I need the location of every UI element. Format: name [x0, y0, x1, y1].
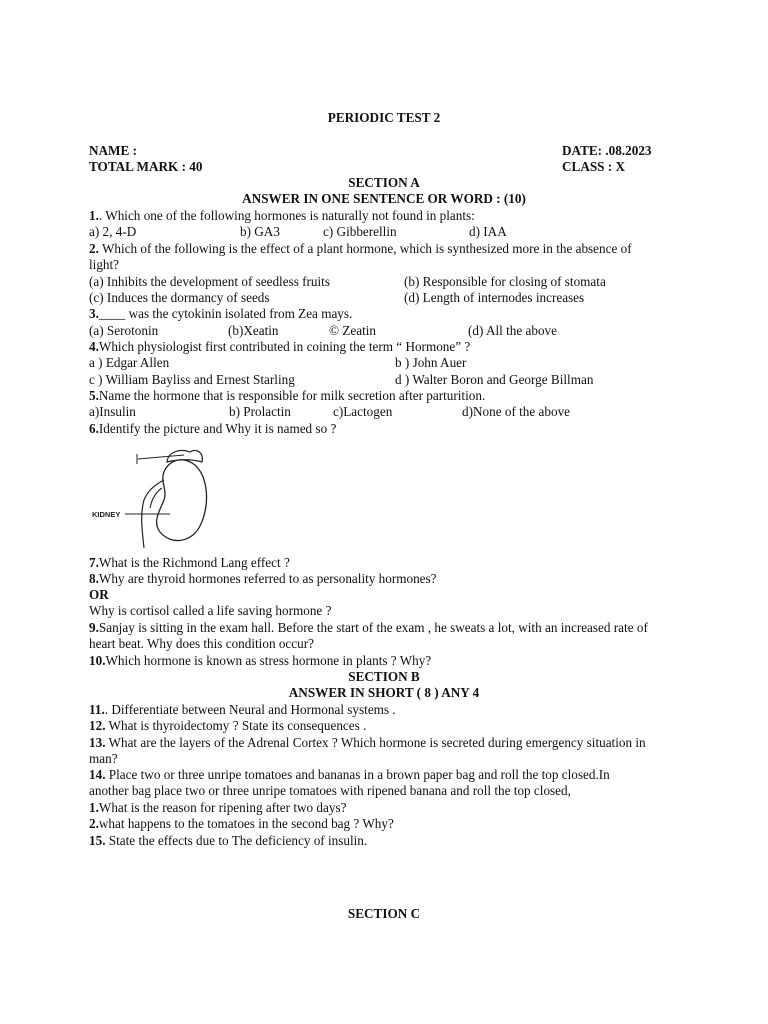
q2-option-b: (b) Responsible for closing of stomata: [404, 274, 606, 289]
question-number: 3.: [89, 306, 99, 321]
question-number: 7.: [89, 555, 99, 570]
question-number: 4.: [89, 339, 99, 354]
question-14: [89, 767, 610, 783]
q4-option-c: c ) William Bayliss and Ernest Starling: [89, 372, 295, 387]
question-14-sub-2: [89, 816, 394, 832]
q2-option-a: (a) Inhibits the development of seedless fruits: [89, 274, 330, 289]
question-14-continued: another bag place two or three unripe tomatoes with ripened banana and roll the top closed,: [89, 783, 571, 798]
q1-option-c: c) Gibberellin: [323, 224, 397, 239]
q1-option-a: a) 2, 4-D: [89, 224, 137, 239]
question-5: [89, 388, 485, 404]
q5-option-a: a)Insulin: [89, 404, 136, 419]
question-number: 12.: [89, 718, 106, 733]
question-number: 10.: [89, 653, 106, 668]
question-8-alternate: Why is cortisol called a life saving hormone ?: [89, 603, 332, 618]
question-2: [89, 241, 632, 257]
question-text: Place two or three unripe tomatoes and bananas in a brown paper bag and roll the top closed.In: [105, 767, 610, 782]
question-text: Identify the picture and Why it is named so ?: [98, 421, 337, 436]
date-label: DATE: .08.2023: [562, 143, 652, 158]
q4-option-d: d ) Walter Boron and George Billman: [395, 372, 594, 387]
question-13: [89, 735, 646, 751]
question-text: State the effects due to The deficiency of insulin.: [105, 833, 368, 848]
question-6: [89, 421, 336, 437]
question-text: . Differentiate between Neural and Hormonal systems .: [104, 702, 396, 717]
page-title: PERIODIC TEST 2: [327, 110, 441, 125]
question-number: 1.: [89, 208, 99, 223]
question-text: Name the hormone that is responsible for milk secretion after parturition.: [98, 388, 486, 403]
question-number: 15.: [89, 833, 106, 848]
q3-option-c: © Zeatin: [329, 323, 376, 338]
question-number: 6.: [89, 421, 99, 436]
question-text: ____ was the cytokinin isolated from Zea mays.: [98, 306, 353, 321]
question-4: [89, 339, 470, 355]
kidney-label: KIDNEY: [92, 510, 121, 519]
question-number: 5.: [89, 388, 99, 403]
question-number: 14.: [89, 767, 106, 782]
q1-option-b: b) GA3: [240, 224, 280, 239]
or-label: OR: [89, 587, 109, 602]
question-7: [89, 555, 290, 571]
sub-question-text: what happens to the tomatoes in the second bag ? Why?: [98, 816, 394, 831]
question-3: [89, 306, 352, 322]
q5-option-d: d)None of the above: [462, 404, 571, 419]
section-c-title: SECTION C: [347, 906, 421, 921]
section-a-title: SECTION A: [348, 175, 420, 190]
q3-option-b: (b)Xeatin: [228, 323, 279, 338]
question-1: [89, 208, 475, 224]
question-2-continued: light?: [89, 257, 120, 272]
section-b-instruction: ANSWER IN SHORT ( 8 ) ANY 4: [288, 685, 480, 700]
question-text: Which of the following is the effect of a plant hormone, which is synthesized more in the absence of: [98, 241, 632, 256]
question-number: 11.: [89, 702, 105, 717]
q2-option-d: (d) Length of internodes increases: [404, 290, 585, 305]
question-12: [89, 718, 366, 734]
question-number: 2.: [89, 241, 99, 256]
question-number: 9.: [89, 620, 99, 635]
name-label: NAME :: [89, 143, 137, 158]
question-15: [89, 833, 367, 849]
q3-option-d: (d) All the above: [468, 323, 557, 338]
question-14-sub-1: [89, 800, 346, 816]
section-a-instruction: ANSWER IN ONE SENTENCE OR WORD : (10): [242, 191, 526, 206]
question-13-continued: man?: [89, 751, 118, 766]
question-text: . Which one of the following hormones is naturally not found in plants:: [98, 208, 475, 223]
section-b-title: SECTION B: [348, 669, 420, 684]
question-text: Sanjay is sitting in the exam hall. Before the start of the exam , he sweats a lot, with an increased rate of: [98, 620, 648, 635]
question-text: What are the layers of the Adrenal Cortex ? Which hormone is secreted during emergency situation in: [105, 735, 646, 750]
sub-question-text: What is the reason for ripening after two days?: [98, 800, 347, 815]
sub-question-number: 2.: [89, 816, 99, 831]
q3-option-a: (a) Serotonin: [89, 323, 159, 338]
question-text: What is the Richmond Lang effect ?: [98, 555, 290, 570]
q1-option-d: d) IAA: [469, 224, 507, 239]
q5-option-c: c)Lactogen: [333, 404, 393, 419]
q4-option-a: a ) Edgar Allen: [89, 355, 170, 370]
question-8: [89, 571, 437, 587]
question-text: Which physiologist first contributed in coining the term “ Hormone” ?: [98, 339, 471, 354]
question-text: What is thyroidectomy ? State its consequences .: [105, 718, 367, 733]
question-9: [89, 620, 648, 636]
q5-option-b: b) Prolactin: [229, 404, 291, 419]
class-label: CLASS : X: [562, 159, 626, 174]
q4-option-b: b ) John Auer: [395, 355, 467, 370]
question-11: [89, 702, 396, 718]
question-number: 13.: [89, 735, 106, 750]
total-mark-label: TOTAL MARK : 40: [89, 159, 203, 174]
kidney-figure: [88, 440, 223, 550]
question-10: [89, 653, 431, 669]
question-9-continued: heart beat. Why does this condition occur?: [89, 636, 314, 651]
question-number: 8.: [89, 571, 99, 586]
question-text: Which hormone is known as stress hormone in plants ? Why?: [105, 653, 432, 668]
sub-question-number: 1.: [89, 800, 99, 815]
q2-option-c: (c) Induces the dormancy of seeds: [89, 290, 270, 305]
question-text: Why are thyroid hormones referred to as personality hormones?: [98, 571, 437, 586]
